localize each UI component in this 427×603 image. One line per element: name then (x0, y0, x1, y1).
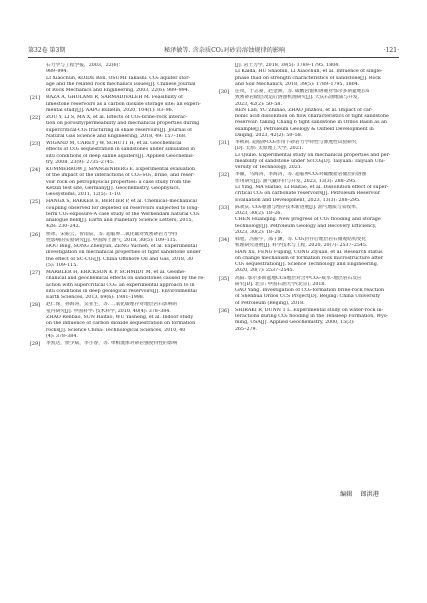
reference-text (46, 302, 210, 340)
reference-line: 高阳. 鄂尔多斯盆地CCS地层对含中CO₂-咸水–地层岩石反应 (235, 275, 362, 281)
reference-line: the effect of SC-CO₂[J]. China Offshore Oil and Gas, 2018, 30 (46, 256, 193, 262)
reference-entry (219, 172, 399, 203)
reference-line: 任岚，于志豪，赵金洲，等. 碳酸岩饱和溶液对鄂尔多斯盆地长6 (235, 88, 370, 94)
reference-line: bonic acid dissolution on flow characteristics of tight sandstone (235, 114, 389, 120)
reference-number: [21] (30, 95, 41, 102)
reference-line: LI Xiaochun, KOIDE Ron, OSUMI Takashi. CO₂ aquifer stor- (46, 75, 191, 81)
reference-line: 2023, 42(2): 50–58. (235, 101, 282, 107)
reference-line: tion on porosity/permeability and mechanical properties during (46, 121, 200, 127)
reference-line: 研究[D]. 北京: 中国石油大学(北京), 2018. (235, 281, 326, 287)
reference-text (46, 199, 210, 230)
reference-line: Evaluation and Development, 2023, 13(3): 288–295. (235, 197, 361, 203)
reference-number: [35] (219, 275, 230, 282)
reference-line: LI Qiulie. Experimental study on mechanical properties and per- (235, 152, 391, 158)
reference-text (46, 167, 210, 198)
reference-line: of Rock Mechanics and Engineering, 2003, 22(6): 989–994. (46, 88, 190, 94)
reference-number: [22] (30, 114, 41, 121)
reference-entry (219, 205, 399, 236)
reference-line: on the influence of carbon dioxide sequestration on formation (46, 321, 196, 327)
reference-line: [D]. 太原: 太原理工大学, 2021. (235, 146, 304, 152)
editor-label: 编辑 (340, 491, 353, 498)
reference-number: [30] (219, 88, 230, 95)
reference-line: Ketzin test site, Germany[J]. Geochemistry, Geophysics, (46, 185, 181, 191)
reference-line: coupling observed for depleted oil reservoirs subjected to long- (46, 205, 200, 211)
reference-number: [24] (30, 166, 41, 173)
header-rule (28, 57, 399, 58)
reference-line: HANGX S, BAKKER E, BERTIER P, et al. Chemical–mechanical (46, 199, 197, 205)
reference-line: CHEN Huanqing. New progress of CO₂ flooding and storage (235, 217, 381, 223)
reference-text (235, 276, 399, 307)
reference-line: REN Lan, YU Zhihao, ZHAO Jinzhou, et al. Impact of car- (235, 107, 373, 113)
reference-line: WIGAND M, CAREY J W, SCHÜTT H, et al. Geochemical (46, 140, 182, 146)
reference-number: [31] (219, 140, 230, 147)
reference-text (46, 115, 210, 140)
reference-line: 李颖，马海涛，李海涛，等. 超临界CO₂对碳酸盐岩储层的溶蚀 (235, 172, 367, 178)
reference-line: situ conditions of deep saline aquifers[J]. Applied Geochemis- (46, 153, 195, 159)
reference-line: MARBLER H, ERICKSON K P, SCHMIDT M, et al. Geome- (46, 270, 186, 276)
reference-entry (30, 141, 210, 166)
reference-line: voir rock on petrophysical properties: a case study from the (46, 179, 191, 185)
reference-line: KUMMERROW J, SPANGENBERG E. Experimental evaluation (46, 166, 196, 172)
reference-entry (30, 232, 210, 270)
reference-column-right (219, 63, 399, 334)
reference-line: SHIRAKI R, DUNN T L. Experimental study on water-rock in- (235, 307, 384, 313)
reference-entry (30, 199, 210, 230)
reference-line: Daqing, 2023, 42(2): 50–58. (235, 133, 303, 139)
reference-number: [25] (30, 199, 41, 206)
reference-line: example[J]. Petroleum Geology & Oilfield Development in (235, 126, 374, 132)
reference-text (235, 308, 399, 333)
reference-line: RAZA A, GHOLAMI R, SARMADIVALEH M. Feasibility of (46, 95, 183, 101)
reference-line: investigation on mechanical properties of tight sandstone under (46, 250, 201, 256)
reference-line: 性影响的实验研究[J]. 中国海上油气, 2018, 30(5): 109–115. (46, 237, 178, 243)
reference-text (46, 341, 210, 347)
reference-line: 石力学与工程学报，2003，22(6)： (46, 63, 124, 68)
reference-line: supercritical-CO₂ fracturing in shale reservoirs[J]. Journal of (46, 127, 192, 133)
reference-text (235, 63, 399, 88)
reference-line: (4): 378–384. (46, 333, 78, 339)
reference-number: [32] (219, 172, 230, 179)
reference-text (46, 95, 210, 114)
reference-line: situ conditions in deep geological reservoirs[J]. Environmental (46, 288, 197, 294)
reference-text (46, 63, 210, 94)
reference-line: critical CO₂ on carbonate reservoirs[J]. Petroleum Reservoir (235, 191, 381, 197)
reference-entry (219, 276, 399, 307)
reference-line: [J]. 岩土力学, 2018, 39(5): 1789–1795, 1804. (235, 63, 340, 68)
reference-line: teractions during CO₂ flooding in the Tensleep Formation, Wyo- (235, 314, 389, 320)
running-header (28, 44, 399, 54)
reference-entry (219, 308, 399, 333)
reference-line: technology[J]. Petroleum Geology and Recovery Efficiency, (235, 223, 377, 229)
reference-line: analogue field[J]. Earth and Planetary Science Letters, 2015, (46, 218, 194, 224)
reference-line: 赵仁保，孙海涛，吴亚生，等. 二氧化碳埋存对地层岩石影响的 (46, 302, 178, 308)
reference-line: limestone reservoirs as a carbon dioxide storage site: an experi- (46, 101, 201, 107)
reference-line: LI Ying, MA Haitao, LI Haitao, et al. Dissolution effect of super- (235, 185, 389, 191)
reference-line: 李凯达，侯少斌，李小春，等. 单相流体对砂岩强度特性的影响 (46, 340, 178, 346)
reference-line: phase fluid on strength characteristics of sandstone[J]. Rock (235, 75, 381, 81)
reference-line: of Shenhua Ordos CCS Project[D]. Beijing: China University (235, 294, 381, 300)
reference-line: 2020, 20(7): 2537–2545. (235, 268, 295, 274)
reference-text (46, 232, 210, 270)
reference-line: chanical and geochemical effects on sandstones caused by the re- (46, 276, 205, 282)
reference-line: 作用研究[J]. 油气藏评价与开发, 2023, 13(3): 288–295. (235, 178, 357, 184)
reference-entry (30, 63, 210, 94)
reference-entry (219, 89, 399, 139)
reference-line: GAO Yang. Investigation of CO₂-formation brine-rock reaction (235, 288, 385, 294)
reference-line: age and the related rock mechanics issues[J]. Chinese Journal (46, 81, 196, 87)
editor-credit (340, 489, 379, 498)
reference-text (235, 237, 399, 275)
reference-line: HAN Xu, FENG Fuping, CONG Ziyuan, et al. Research status (235, 249, 383, 255)
reference-line: Natural Gas Science and Engineering, 2018, 49: 157–168. (46, 133, 187, 139)
reference-line: ming, USA[J]. Applied Geochemistry, 2000, 15(3): (235, 320, 355, 326)
reference-text (235, 205, 399, 236)
reference-line: 机理研究进展[J]. 科学技术与工程, 2020, 20(7): 2537–2545. (235, 243, 368, 249)
reference-line: 989–994. (46, 69, 69, 75)
reference-line: ZOU Y, LI S, MA X, et al. Effects of CO₂-brine-rock interac- (46, 114, 188, 120)
reference-entry (219, 63, 399, 88)
reference-entry (30, 302, 210, 340)
reference-line: effects of CO₂ sequestration in sandstones under simulated in (46, 147, 196, 153)
reference-line: versity of Technology, 2021. (235, 165, 303, 171)
reference-text (235, 172, 399, 203)
reference-line: 室内研究[J]. 中国科学: 技术科学, 2010, 40(4): 378–384. (46, 308, 171, 314)
reference-entry (219, 237, 399, 275)
reference-line: 2023, 30(2): 18–26. (235, 229, 282, 235)
header-volume-issue: 第32卷 第3期 (28, 47, 66, 54)
reference-line: 陈欢庆. CO₂驱油与埋存技术新进展[J]. 油气地质与采收率, (235, 204, 358, 210)
reference-column-left (30, 63, 210, 348)
reference-number: [28] (30, 302, 41, 309)
reference-line: action with supercritical CO₂: an experimental approach to in (46, 282, 195, 288)
reference-line: reservoir: taking Chang 6 tight sandstone in Ordos Basin as an (235, 120, 387, 126)
reference-number: [36] (219, 307, 230, 314)
reference-line: of the impact of the interactions of CO₂-SO₂, brine, and reser- (46, 173, 195, 179)
header-article-title: 秘泽敏等. 含杂质CO₂对砂岩溶蚀规律的影响 (163, 47, 286, 54)
reference-line: 2023, 30(2): 18–26. (235, 211, 282, 217)
reference-text (46, 270, 210, 301)
reference-text (46, 141, 210, 166)
reference-line: LI Kaida, HU Shaobin, LI Xiaochun, et al. Influence of single- (235, 69, 383, 75)
reference-number: [26] (30, 231, 41, 238)
reference-line: on change mechanism of formation rock microstructure after (235, 255, 383, 261)
reference-line: rocks[J]. Science China: Technological Sciences, 2010, 40 (46, 327, 186, 333)
reference-number: [34] (219, 237, 230, 243)
reference-line: CO₂ sequestration[J]. Science Technology and Engineering, (235, 262, 379, 268)
reference-line: and Soil Mechanics, 2018, 39(5): 1789–1795, 1804. (235, 81, 360, 87)
reference-entry (30, 115, 210, 140)
reference-line: term CO₂-exposure-A case study of the Werkendam natural CO₂ (46, 211, 200, 217)
reference-line: 428: 230–242. (46, 224, 81, 230)
reference-line: ZHAO Renbao, SUN Haitao, WU Yasheng, et al. Indoor study (46, 314, 194, 320)
reference-entry (30, 95, 210, 114)
reference-line: 韩旭，冯振宇，邵子渊，等. CO₂封存后地层岩石微观结构变化 (235, 237, 367, 242)
reference-number: [29] (30, 340, 41, 347)
reference-number: [33] (219, 204, 230, 211)
reference-line: meability of sandstone under ScCO₂[D]. Taiyuan: Taiyuan Uni- (235, 159, 385, 165)
reference-line: try, 2008, 23(9): 2735–2745. (46, 159, 115, 165)
reference-line: (5): 109–115. (46, 262, 78, 268)
reference-line: Geosystems, 2011, 12(5): 1–10. (46, 192, 122, 198)
reference-number: [23] (30, 140, 41, 147)
reference-line: mental study[J]. AAPG Bulletin, 2020, 104(1): 83–96. (46, 107, 174, 113)
reference-entry (30, 270, 210, 301)
reference-text (235, 89, 399, 139)
reference-entry (30, 167, 210, 198)
reference-line: 265–279. (235, 326, 258, 332)
reference-entry (219, 140, 399, 171)
reference-line: 侯冰，宋振云，曾雨辰，等. 超临界二氧化碳对致密砂岩力学特 (46, 231, 178, 237)
header-page-number: ·121· (383, 47, 399, 54)
reference-entry (30, 341, 210, 347)
reference-line: Earth Sciences, 2013, 69(6): 1981–1998. (46, 295, 145, 301)
reference-text (235, 140, 399, 171)
reference-line: 致密砂岩储层改造后溶蚀机理研究[J]. 大庆石油地质与开发, (235, 95, 360, 101)
reference-line: HOU Bing, SONG Zhenyun, ZENG Yuchen, et al. Experimental (46, 244, 197, 250)
editor-name: 郎洪港 (360, 491, 379, 498)
reference-number: [27] (30, 270, 41, 277)
reference-line: of Petroleum (Beijing), 2018. (235, 300, 305, 306)
reference-line: 李秋莉. 超临界CO₂作用下砂岩力学特性与渗透性试验研究 (235, 140, 357, 146)
